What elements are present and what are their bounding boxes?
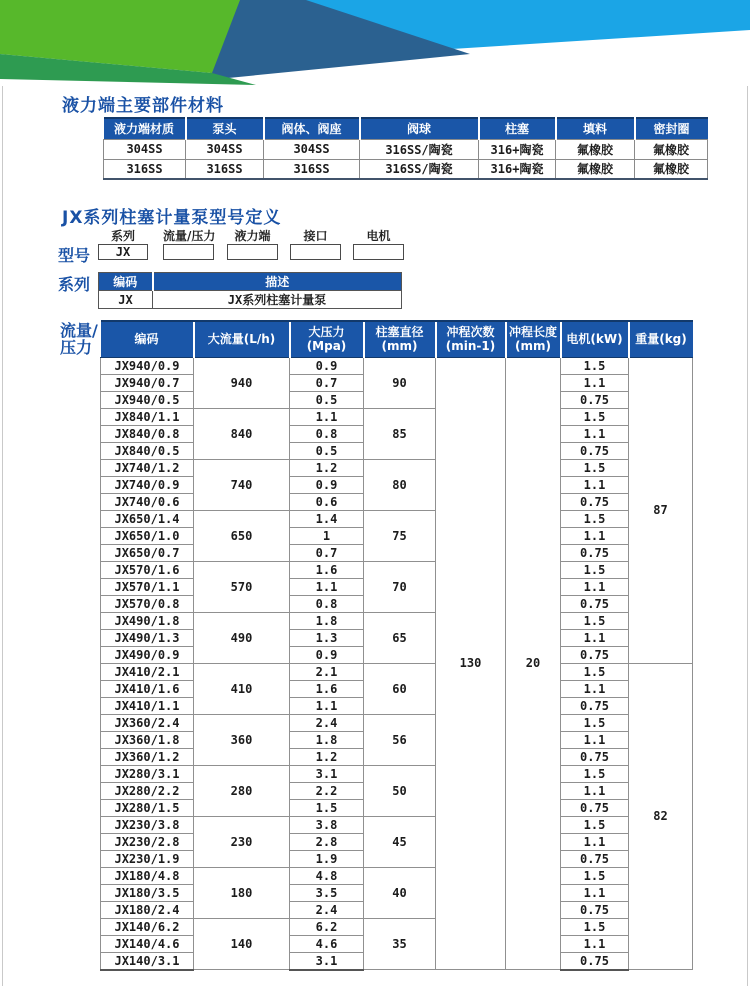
flow-header-cell: 电机(kW)	[561, 321, 629, 357]
code-cell: JX740/1.2	[101, 459, 194, 476]
max-pressure-cell: 1.6	[290, 561, 364, 578]
motor-power-cell: 0.75	[561, 901, 629, 918]
motor-power-cell: 1.5	[561, 816, 629, 833]
motor-power-cell: 1.1	[561, 425, 629, 442]
motor-power-cell: 1.5	[561, 459, 629, 476]
motor-power-cell: 1.1	[561, 476, 629, 493]
materials-data-cell: 316SS/陶瓷	[360, 139, 479, 159]
motor-power-cell: 1.5	[561, 765, 629, 782]
code-cell: JX650/0.7	[101, 544, 194, 561]
max-pressure-cell: 2.8	[290, 833, 364, 850]
max-pressure-cell: 0.7	[290, 544, 364, 561]
series-section-label: 系列	[58, 275, 91, 294]
plunger-diameter-cell: 65	[364, 612, 436, 663]
motor-power-cell: 1.1	[561, 374, 629, 391]
flow-data-row	[101, 714, 693, 731]
segment-value-box	[290, 244, 341, 260]
max-flow-cell: 840	[194, 408, 290, 459]
plunger-diameter-cell: 56	[364, 714, 436, 765]
max-pressure-cell: 1.1	[290, 578, 364, 595]
max-flow-cell: 360	[194, 714, 290, 765]
plunger-diameter-cell: 85	[364, 408, 436, 459]
max-pressure-cell: 1.4	[290, 510, 364, 527]
code-cell: JX230/3.8	[101, 816, 194, 833]
materials-data-cell: 氟橡胶	[635, 159, 708, 179]
code-cell: JX140/4.6	[101, 935, 194, 952]
max-pressure-cell: 4.8	[290, 867, 364, 884]
motor-power-cell: 0.75	[561, 595, 629, 612]
materials-header-cell: 密封圈	[635, 118, 708, 139]
plunger-diameter-cell: 50	[364, 765, 436, 816]
motor-power-cell: 1.1	[561, 578, 629, 595]
materials-table	[103, 117, 708, 180]
flow-table-head	[101, 321, 693, 357]
code-cell: JX740/0.6	[101, 493, 194, 510]
stroke-frequency-cell: 130	[436, 357, 506, 970]
code-cell: JX140/6.2	[101, 918, 194, 935]
materials-data-cell: 氟橡胶	[556, 159, 635, 179]
max-pressure-cell: 1	[290, 527, 364, 544]
max-flow-cell: 280	[194, 765, 290, 816]
series-data-cell: JX系列柱塞计量泵	[153, 291, 402, 309]
flow-data-row	[101, 408, 693, 425]
flow-data-row	[101, 561, 693, 578]
series-table-body	[99, 291, 402, 309]
code-cell: JX230/1.9	[101, 850, 194, 867]
max-pressure-cell: 4.6	[290, 935, 364, 952]
materials-data-cell: 316+陶瓷	[479, 139, 556, 159]
max-flow-cell: 740	[194, 459, 290, 510]
materials-data-cell: 氟橡胶	[635, 139, 708, 159]
segment-label: 电机	[366, 229, 391, 243]
flow-header-cell: 冲程次数 (min-1)	[436, 321, 506, 357]
series-header-row	[99, 273, 402, 291]
code-cell: JX840/0.8	[101, 425, 194, 442]
plunger-diameter-cell: 35	[364, 918, 436, 970]
code-cell: JX180/4.8	[101, 867, 194, 884]
code-cell: JX740/0.9	[101, 476, 194, 493]
motor-power-cell: 1.1	[561, 527, 629, 544]
weight-cell: 82	[629, 663, 693, 970]
flow-table-body	[101, 357, 693, 970]
motor-power-cell: 0.75	[561, 799, 629, 816]
decorative-banner	[0, 0, 750, 86]
motor-power-cell: 1.1	[561, 935, 629, 952]
flow-data-row	[101, 816, 693, 833]
flow-header-cell: 编码	[101, 321, 194, 357]
code-cell: JX570/0.8	[101, 595, 194, 612]
flow-pressure-table	[100, 320, 693, 971]
max-flow-cell: 570	[194, 561, 290, 612]
code-cell: JX360/2.4	[101, 714, 194, 731]
materials-header-cell: 泵头	[186, 118, 264, 139]
plunger-diameter-cell: 75	[364, 510, 436, 561]
materials-data-cell: 316SS	[104, 159, 186, 179]
series-data-row	[99, 291, 402, 309]
motor-power-cell: 1.1	[561, 782, 629, 799]
model-segment-hydraulic-end	[227, 229, 278, 260]
max-pressure-cell: 1.3	[290, 629, 364, 646]
materials-data-cell: 氟橡胶	[556, 139, 635, 159]
flow-header-cell: 重量(kg)	[629, 321, 693, 357]
motor-power-cell: 1.5	[561, 510, 629, 527]
max-pressure-cell: 1.8	[290, 731, 364, 748]
motor-power-cell: 1.5	[561, 714, 629, 731]
segment-label: 液力端	[234, 229, 271, 243]
materials-table-head	[104, 118, 708, 139]
segment-value-box	[163, 244, 214, 260]
code-cell: JX490/0.9	[101, 646, 194, 663]
max-pressure-cell: 2.4	[290, 714, 364, 731]
code-cell: JX360/1.2	[101, 748, 194, 765]
max-pressure-cell: 0.8	[290, 425, 364, 442]
materials-data-row	[104, 139, 708, 159]
series-header-cell: 描述	[153, 273, 402, 291]
max-pressure-cell: 1.1	[290, 697, 364, 714]
flow-header-cell: 大流量(L/h)	[194, 321, 290, 357]
model-segment-interface	[290, 229, 341, 260]
materials-data-row	[104, 159, 708, 179]
code-cell: JX490/1.3	[101, 629, 194, 646]
plunger-diameter-cell: 60	[364, 663, 436, 714]
plunger-diameter-cell: 40	[364, 867, 436, 918]
motor-power-cell: 1.5	[561, 867, 629, 884]
max-pressure-cell: 2.2	[290, 782, 364, 799]
segment-value-box: JX	[98, 244, 148, 260]
max-flow-cell: 410	[194, 663, 290, 714]
max-pressure-cell: 1.9	[290, 850, 364, 867]
flow-data-row	[101, 459, 693, 476]
motor-power-cell: 1.1	[561, 731, 629, 748]
model-segment-flow-pressure	[163, 229, 214, 260]
motor-power-cell: 1.1	[561, 680, 629, 697]
code-cell: JX140/3.1	[101, 952, 194, 970]
flow-data-row	[101, 918, 693, 935]
max-pressure-cell: 3.8	[290, 816, 364, 833]
max-pressure-cell: 1.2	[290, 748, 364, 765]
motor-power-cell: 1.5	[561, 408, 629, 425]
segment-label: 流量/压力	[163, 229, 216, 243]
plunger-diameter-cell: 45	[364, 816, 436, 867]
segment-value-box	[353, 244, 404, 260]
max-pressure-cell: 2.4	[290, 901, 364, 918]
code-cell: JX650/1.0	[101, 527, 194, 544]
max-pressure-cell: 3.1	[290, 765, 364, 782]
max-pressure-cell: 0.9	[290, 646, 364, 663]
materials-header-cell: 填料	[556, 118, 635, 139]
materials-table-body	[104, 139, 708, 179]
flow-data-row	[101, 357, 693, 374]
max-pressure-cell: 1.2	[290, 459, 364, 476]
plunger-diameter-cell: 90	[364, 357, 436, 408]
max-pressure-cell: 2.1	[290, 663, 364, 680]
motor-power-cell: 0.75	[561, 748, 629, 765]
motor-power-cell: 0.75	[561, 646, 629, 663]
motor-power-cell: 0.75	[561, 391, 629, 408]
flow-header-row	[101, 321, 693, 357]
motor-power-cell: 0.75	[561, 850, 629, 867]
materials-data-cell: 304SS	[186, 139, 264, 159]
materials-data-cell: 316+陶瓷	[479, 159, 556, 179]
max-flow-cell: 650	[194, 510, 290, 561]
max-flow-cell: 140	[194, 918, 290, 970]
motor-power-cell: 0.75	[561, 952, 629, 970]
code-cell: JX280/3.1	[101, 765, 194, 782]
max-flow-cell: 230	[194, 816, 290, 867]
page-left-border	[2, 86, 3, 986]
max-pressure-cell: 1.6	[290, 680, 364, 697]
code-cell: JX570/1.6	[101, 561, 194, 578]
model-segment-motor	[353, 229, 404, 260]
max-pressure-cell: 1.8	[290, 612, 364, 629]
max-flow-cell: 180	[194, 867, 290, 918]
max-pressure-cell: 0.6	[290, 493, 364, 510]
code-cell: JX180/3.5	[101, 884, 194, 901]
motor-power-cell: 1.5	[561, 357, 629, 374]
materials-data-cell: 304SS	[104, 139, 186, 159]
materials-data-cell: 316SS	[264, 159, 360, 179]
flow-data-row	[101, 663, 693, 680]
page-right-border	[747, 86, 748, 986]
max-pressure-cell: 0.5	[290, 391, 364, 408]
flow-data-row	[101, 510, 693, 527]
materials-header-cell: 阀球	[360, 118, 479, 139]
materials-header-cell: 柱塞	[479, 118, 556, 139]
max-flow-cell: 940	[194, 357, 290, 408]
code-cell: JX840/1.1	[101, 408, 194, 425]
code-cell: JX570/1.1	[101, 578, 194, 595]
max-pressure-cell: 0.9	[290, 357, 364, 374]
code-cell: JX280/2.2	[101, 782, 194, 799]
max-pressure-cell: 1.1	[290, 408, 364, 425]
code-cell: JX180/2.4	[101, 901, 194, 918]
flow-label-line1: 流量/	[60, 321, 98, 340]
motor-power-cell: 0.75	[561, 697, 629, 714]
model-segment-series	[98, 229, 148, 260]
code-cell: JX410/2.1	[101, 663, 194, 680]
motor-power-cell: 0.75	[561, 493, 629, 510]
motor-power-cell: 0.75	[561, 442, 629, 459]
motor-power-cell: 1.5	[561, 561, 629, 578]
segment-label: 系列	[110, 229, 135, 243]
code-cell: JX280/1.5	[101, 799, 194, 816]
max-pressure-cell: 0.9	[290, 476, 364, 493]
materials-data-cell: 316SS/陶瓷	[360, 159, 479, 179]
materials-header-cell: 阀体、阀座	[264, 118, 360, 139]
plunger-diameter-cell: 80	[364, 459, 436, 510]
max-flow-cell: 490	[194, 612, 290, 663]
flow-data-row	[101, 765, 693, 782]
code-cell: JX940/0.5	[101, 391, 194, 408]
series-data-cell: JX	[99, 291, 153, 309]
series-table-head	[99, 273, 402, 291]
code-cell: JX840/0.5	[101, 442, 194, 459]
code-cell: JX940/0.7	[101, 374, 194, 391]
model-number-label: 型号	[58, 246, 91, 265]
stroke-length-cell: 20	[506, 357, 561, 970]
flow-pressure-section-label	[60, 322, 98, 356]
max-pressure-cell: 3.5	[290, 884, 364, 901]
motor-power-cell: 1.5	[561, 918, 629, 935]
max-pressure-cell: 6.2	[290, 918, 364, 935]
model-section-title: JX系列柱塞计量泵型号定义	[62, 208, 282, 228]
code-cell: JX650/1.4	[101, 510, 194, 527]
flow-data-row	[101, 867, 693, 884]
segment-value-box	[227, 244, 278, 260]
max-pressure-cell: 1.5	[290, 799, 364, 816]
code-cell: JX940/0.9	[101, 357, 194, 374]
motor-power-cell: 1.1	[561, 629, 629, 646]
flow-header-cell: 大压力 (Mpa)	[290, 321, 364, 357]
motor-power-cell: 0.75	[561, 544, 629, 561]
segment-label: 接口	[303, 229, 328, 243]
code-cell: JX360/1.8	[101, 731, 194, 748]
materials-header-cell: 液力端材质	[104, 118, 186, 139]
motor-power-cell: 1.1	[561, 833, 629, 850]
flow-header-cell: 柱塞直径 (mm)	[364, 321, 436, 357]
max-pressure-cell: 0.5	[290, 442, 364, 459]
weight-cell: 87	[629, 357, 693, 663]
materials-header-row	[104, 118, 708, 139]
motor-power-cell: 1.5	[561, 612, 629, 629]
motor-power-cell: 1.5	[561, 663, 629, 680]
series-header-cell: 编码	[99, 273, 153, 291]
materials-data-cell: 316SS	[186, 159, 264, 179]
materials-section-title: 液力端主要部件材料	[62, 96, 224, 116]
flow-data-row	[101, 612, 693, 629]
code-cell: JX490/1.8	[101, 612, 194, 629]
motor-power-cell: 1.1	[561, 884, 629, 901]
max-pressure-cell: 0.8	[290, 595, 364, 612]
materials-data-cell: 304SS	[264, 139, 360, 159]
series-table	[98, 272, 402, 309]
code-cell: JX230/2.8	[101, 833, 194, 850]
code-cell: JX410/1.1	[101, 697, 194, 714]
max-pressure-cell: 3.1	[290, 952, 364, 970]
code-cell: JX410/1.6	[101, 680, 194, 697]
flow-label-line2: 压力	[60, 338, 93, 357]
plunger-diameter-cell: 70	[364, 561, 436, 612]
max-pressure-cell: 0.7	[290, 374, 364, 391]
flow-header-cell: 冲程长度 (mm)	[506, 321, 561, 357]
